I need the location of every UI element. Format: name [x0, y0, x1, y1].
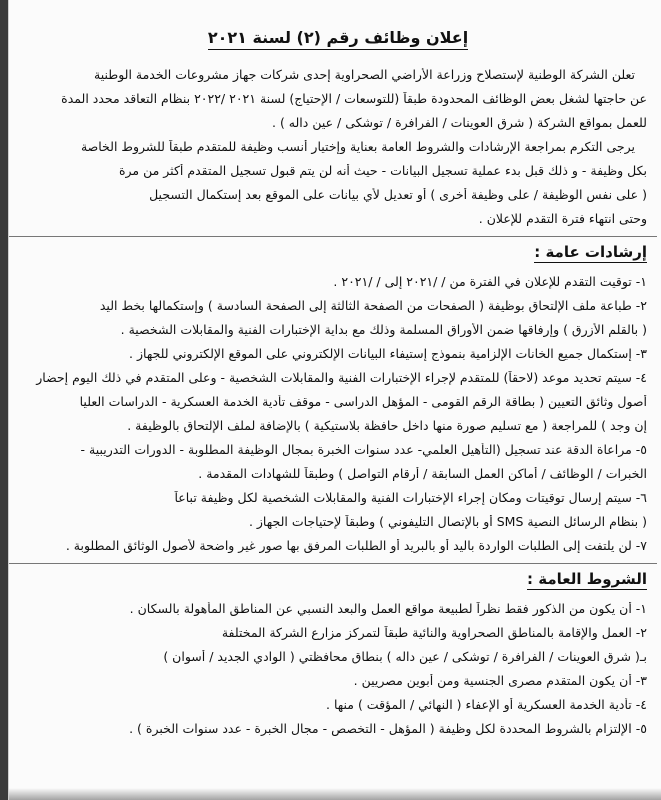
condition-item: ٥- الإلتزام بالشروط المحددة لكل وظيفة ( المؤهل - التخصص - مجال الخبرة - عدد سنوات الخبرة ) .	[129, 722, 647, 736]
condition-item: ٤- تأدية الخدمة العسكرية أو الإعفاء ( النهائي / المؤقت ) منها .	[326, 698, 647, 712]
document-title: إعلان وظائف رقم (٢) لسنة ٢٠٢١	[29, 30, 647, 46]
conditions-heading: الشروط العامة :	[527, 570, 647, 588]
intro-line: تعلن الشركة الوطنية لإستصلاح وزراعة الأراضي الصحراوية إحدى شركات جهاز مشروعات الخدمة الوطنية	[94, 68, 635, 82]
conditions-list	[29, 602, 647, 736]
divider	[9, 236, 657, 237]
guideline-item: ( بنظام الرسائل النصية SMS أو بالإتصال التليفوني ) وطبقاً لإحتياجات الجهاز .	[248, 515, 647, 529]
guideline-item: إن وجد ) للمراجعة ( مع تسليم صورة منها داخل حافظة بلاستيكية ) بالإضافة لملف الإلتحاق بالوظيفة .	[127, 419, 647, 433]
guideline-item: ٤- سيتم تحديد موعد (لاحقاً) للمتقدم لإجراء الإختبارات الفنية والمقابلات الشخصية - وعلى المتقدم في ذلك اليوم إحضار	[36, 371, 647, 385]
guideline-item: ٧- لن يلتفت إلى الطلبات الواردة باليد أو بالبريد أو الطلبات المرفق بها صور غير واضحة لأصول الوثائق المطلوبة .	[65, 539, 647, 553]
guidelines-list	[29, 275, 647, 553]
guideline-item: ٣- إستكمال جميع الخانات الإلزامية بنموذج إستيفاء البيانات الإلكتروني على الموقع الإلكتروني للجهاز .	[129, 347, 647, 361]
divider	[9, 563, 657, 564]
guideline-item: الخبرات / الوظائف / أماكن العمل السابقة / أرقام التواصل ) وطبقاً للشهادات المقدمة .	[198, 467, 647, 481]
intro-line: بكل وظيفة - و ذلك قبل بدء عملية تسجيل البيانات - حيث أنه لن يتم قبول تسجيل المتقدم أكثر من مرة	[118, 164, 647, 178]
intro-line: يرجى التكرم بمراجعة الإرشادات والشروط العامة بعناية وإختيار أنسب وظيفة للمتقدم طبقاً للشروط الخاصة	[80, 140, 635, 154]
document-content	[9, 0, 661, 736]
intro-line: للعمل بمواقع الشركة ( شرق العوينات / الفرافرة / توشكى / عين داله ) .	[272, 116, 647, 130]
guideline-item: ١- توقيت التقدم للإعلان في الفترة من / /٢٠٢١ إلى / /٢٠٢١ .	[333, 275, 647, 289]
intro-line: ( على نفس الوظيفة / على وظيفة أخرى ) أو تعديل لأي بيانات على الموقع بعد إستكمال التسجيل	[149, 188, 647, 202]
guideline-item: ٥- مراعاة الدقة عند تسجيل (التأهيل العلمي- عدد سنوات الخبرة بمجال الوظيفة المطلوبة - الدورات التدريبية -	[80, 443, 647, 457]
condition-item: بـ( شرق العوينات / الفرافرة / توشكى / عين داله ) بنطاق محافظتي ( الوادي الجديد / أسوان )	[163, 650, 647, 664]
intro-line: وحتى انتهاء فترة التقدم للإعلان .	[478, 212, 647, 226]
scan-shadow	[9, 788, 661, 800]
condition-item: ١- أن يكون من الذكور فقط نظراً لطبيعة مواقع العمل والبعد النسبي عن المناطق المأهولة بالسكان .	[129, 602, 647, 616]
guidelines-heading: إرشادات عامة :	[534, 243, 647, 261]
guideline-item: أصول وثائق التعيين ( بطاقة الرقم القومى - المؤهل الدراسى - موقف تأدية الخدمة العسكرية - الدراسات العليا	[79, 395, 647, 409]
intro-paragraph	[29, 68, 647, 226]
document-page	[8, 0, 661, 800]
guideline-item: ٢- طباعة ملف الإلتحاق بوظيفة ( الصفحات من الصفحة الثالثة إلى الصفحة السادسة ) وإستكمالها بخط اليد	[99, 299, 647, 313]
condition-item: ٢- العمل والإقامة بالمناطق الصحراوية والنائية طبقاً لتمركز مزارع الشركة المختلفة	[221, 626, 647, 640]
guideline-item: ( بالقلم الأزرق ) وإرفاقها ضمن الأوراق المسلمة وذلك مع بداية الإختبارات الفنية والمقابلات الشخصية .	[120, 323, 647, 337]
intro-line: عن حاجتها لشغل بعض الوظائف المحدودة طبقاً (للتوسعات / الإحتياج) لسنة ٢٠٢١ /٢٠٢٢ بنظام التعاقد محدد المدة	[61, 92, 647, 106]
guideline-item: ٦- سيتم إرسال توقيتات ومكان إجراء الإختبارات الفنية والمقابلات الشخصية لكل وظيفة تباعاً	[174, 491, 647, 505]
condition-item: ٣- أن يكون المتقدم مصرى الجنسية ومن أبوين مصريين .	[353, 674, 647, 688]
